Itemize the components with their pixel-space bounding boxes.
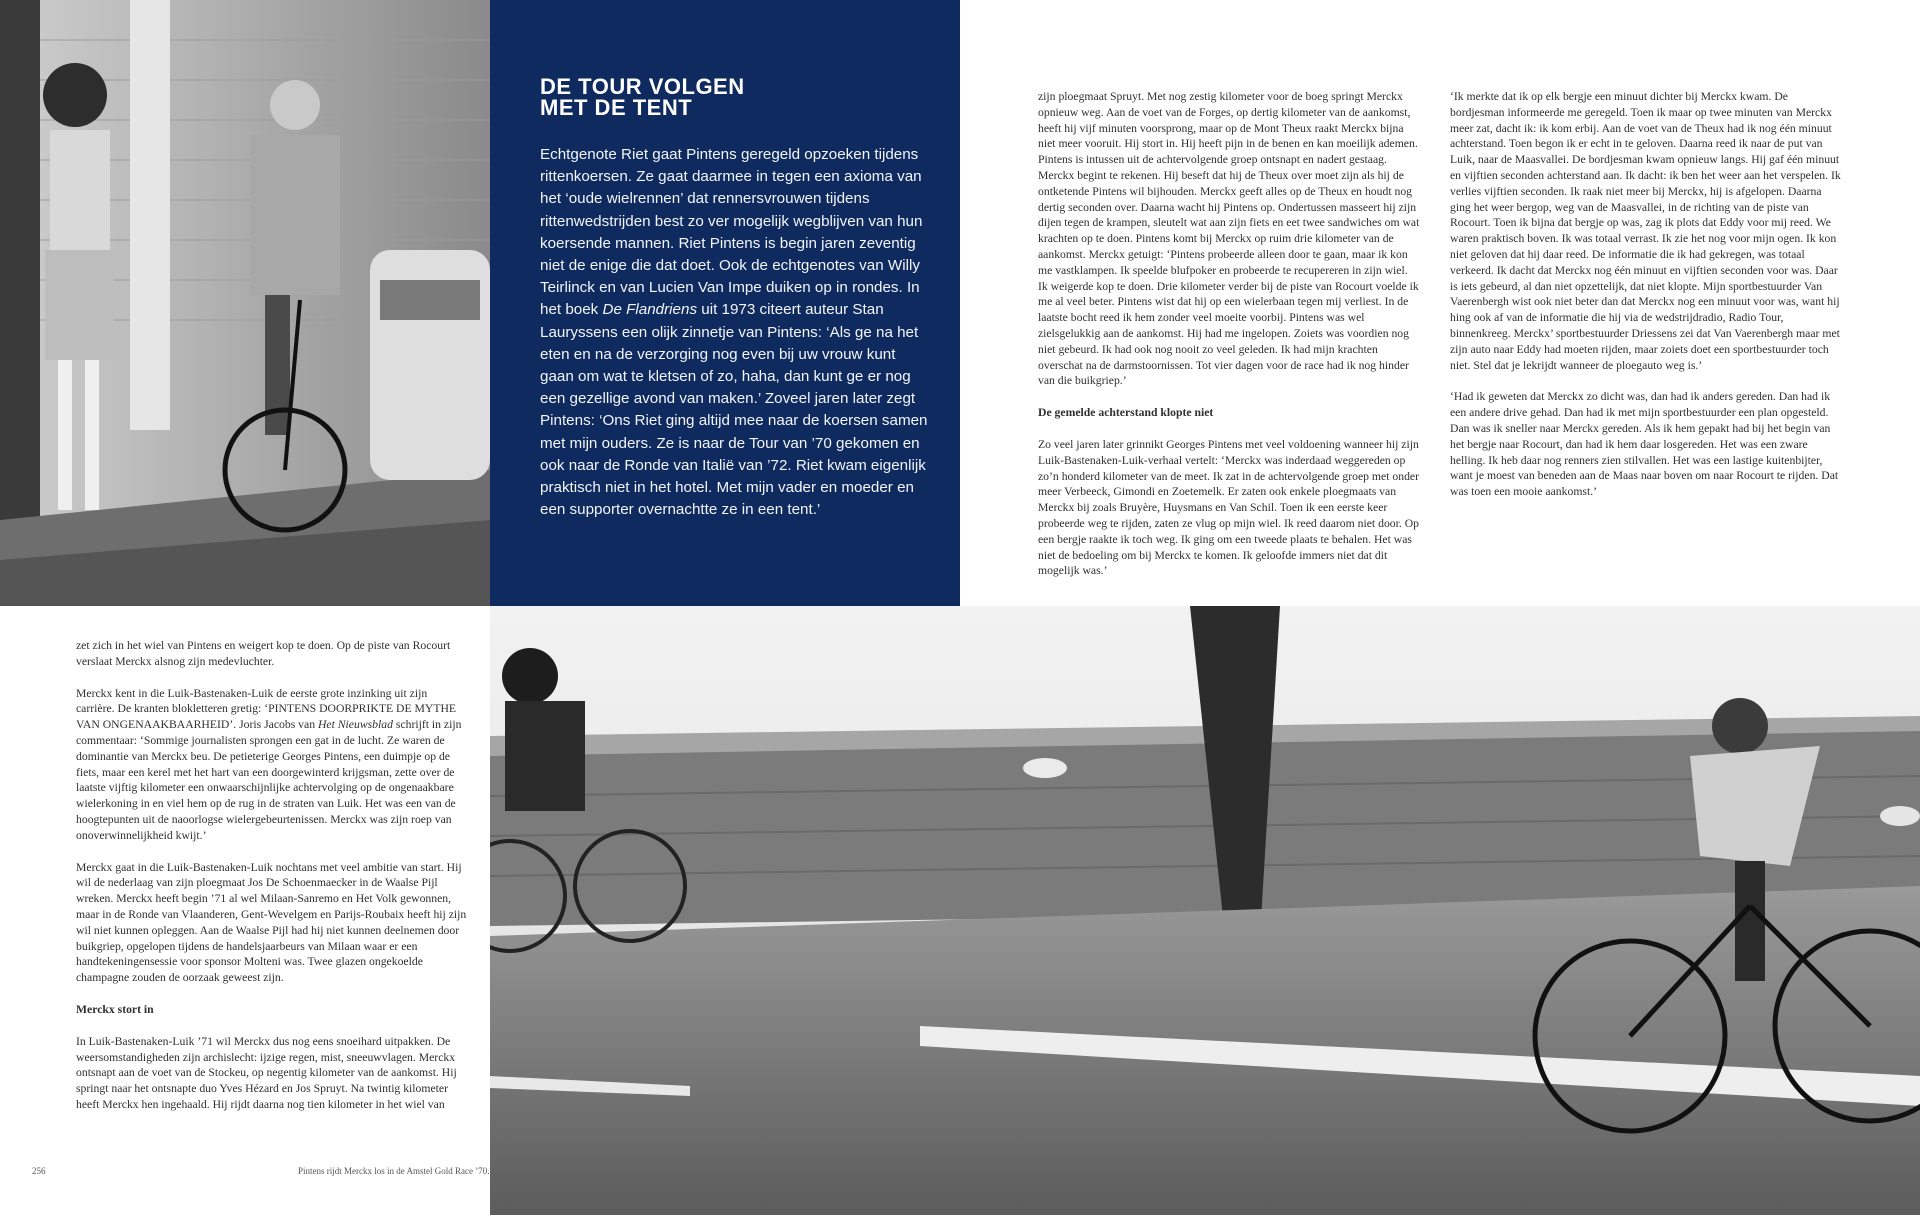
paragraph: zet zich in het wiel van Pintens en weigert kop te doen. Op de piste van Rocourt verslaat Merckx alsnog zijn medevluchter. [76,639,451,668]
paragraph-text-a: Merckx kent in die Luik-Bastenaken-Luik de eerste grote inzinking uit zijn carrière. De kranten blokletteren gretig: ‘PINTENS DOORPRIKTE DE MYTHE VAN ONGENAAKBAARHEID’. Joris Jacobs van [76,686,457,732]
subheading: De gemelde achterstand klopte niet [1038,406,1214,420]
sidebar-text-b: uit 1973 citeert auteur Stan Lauryssens een olijk zinnetje van Pintens: ‘Als ge na het eten en na de verzorging nog even bij uw vrouw kunt gaan om wat te kletsen of zo, haha, dan kunt ge er nog een gezellige avond van maken.’ Zoveel jaren later zegt Pintens: ‘Ons Riet ging altijd mee naar de koersen samen met mijn ouders. Ze is naar de Tour van ’70 gekomen en ook naar de Ronde van Italië van ’72. Riet kwam eigenlijk praktisch niet in het hotel. Met mijn vader en moeder en een supporter overnachtte ze in een tent.’ [540,301,928,519]
page-number: 256 [32,1166,46,1176]
newspaper-title: Het Nieuwsblad [317,718,393,732]
text-column-right [1450,89,1845,516]
photo-race [490,606,1920,1215]
sidebar-body [540,144,932,521]
text-column-middle [1038,89,1420,595]
paragraph: Merckx gaat in die Luik-Bastenaken-Luik nochtans met veel ambitie van start. Hij wil de nederlaag van zijn ploegmaat Jos De Schoenmaecker in de Waalse Pijl wreken. Merckx heeft begin ’71 al wel Milaan-Sanremo en Het Volk gewonnen, maar in de Ronde van Vlaanderen, Gent-Wevelgem en Parijs-Roubaix heeft hij zijn wil niet kunnen opleggen. Aan de Waalse Pijl had hij niet kunnen deelnemen door buikgriep, opgelopen tijdens de handelsjaarbeurs van Milaan waar er een handtekeningensessie voor sponsor Molteni was. Twee glazen ongekoelde champagne zouden de oorzaak geweest zijn. [76,860,467,985]
paragraph: ‘Ik merkte dat ik op elk bergje een minuut dichter bij Merckx kwam. De bordjesman informeerde me geregeld. Toen ik maar op twee minuten van Merckx meer zat, dacht ik: ik kom erbij. Aan de voet van de Theux had ik nog één minuut achterstand. Toen begon ik er echt in te geloven. Daarna reed ik naar de put van Luik, naar de Maasvallei. De bordjesman kwam opnieuw langs. Hij gaf één minuut en vijftien seconden achterstand aan. Ik dacht: ik ben het weer aan het verspelen. Ik verlies vijftien seconden. Ik raak niet meer bij Merckx, hij is afgelopen. Daarna ging het weer bergop, weg van de Maasvallei, in de richting van de piste van Rocourt. Toen ik bijna dat bergje op was, zag ik plots dat Eddy voor mij reed. We waren praktisch boven. Ik was totaal verrast. Ik zie het nog voor mijn ogen. Ik kon niet geloven dat hij daar reed. De informatie die ik had gekregen, was totaal verkeerd. Ik dacht dat Merckx nog één minuut en vijftien seconden voor was. Daar is iets gebeurd, al dan niet opzettelijk, dat niet klopte. Mijn sportbestuurder Van Vaerenbergh wist ook niet beter dan dat Merckx nog een minuut voor was, want hij hing ook af van de informatie die hij via de wedstrijdradio, Radio Tour, binnenkreeg. Merckx’ sportbestuurder Driessens zei dat Van Vaerenbergh maar met zijn auto naar Eddy had moeten rijden, maar zoiets doet een sportbestuurder toch niet. Stel dat je lekrijdt wanneer de ploegauto weg is.’ [1450,90,1841,372]
photo-rider-with-wife [0,0,490,606]
photo-race-image [490,606,1920,1215]
text-column-left [76,638,468,1129]
sidebar-title-line1: DE TOUR VOLGEN [540,74,745,99]
paragraph: ‘Had ik geweten dat Merckx zo dicht was, dan had ik anders gereden. Dan had ik een andere drive gehad. Dan had ik met mijn sportbestuurder een plan opgesteld. Dan was ik sneller naar Merckx gereden. Als ik hem gepakt had bij het begin van het bergje naar Rocourt, dan had ik hem daar losgereden. Het was een zware helling. Ik heb daar nog renners zien stilvallen. Het was een lastige kuitenbijter, want je moest van beneden aan de Maas naar boven om naar Rocourt te rijden. Dat was toen een mooie aankomst.’ [1450,390,1839,499]
sidebar-book-title: De Flandriens [602,301,698,319]
photo-caption: Pintens rijdt Merckx los in de Amstel Gold Race ’70. [298,1166,490,1176]
sidebar-title-line2: MET DE TENT [540,95,693,120]
paragraph: zijn ploegmaat Spruyt. Met nog zestig kilometer voor de boeg springt Merckx opnieuw weg. Aan de voet van de Forges, op dertig kilometer van de aankomst, heeft hij vijf minuten voorsprong, maar op de Mont Theux raakt Merckx bijna niet meer vooruit. Hij stort in. Hij heeft pijn in de benen en kan moeilijk ademen. Pintens is intussen uit de achtervolgende groep ontsnapt en nadert gestaag. Merckx begint te rekenen. Hij beseft dat hij de Theux over moet zijn als hij de ontketende Pintens wil bijhouden. Merckx geeft alles op de Theux en houdt nog dertig seconden over. Daarna wacht hij Pintens op. Ondertussen masseert hij zijn dijen tegen de krampen, sleutelt wat aan zijn fiets en eet twee sandwiches om wat krachten op te doen. Pintens komt bij Merckx op ruim drie kilometer van de aankomst. Merckx getuigt: ‘Pintens probeerde alleen door te gaan, maar ik kon me vastklampen. Ik speelde blufpoker en probeerde te recupereren in zijn wiel. Ik weigerde kop te doen. Drie kilometer verder bij de piste van Rocourt voelde ik me al veel beter. Pintens wist dat hij op een wielerbaan tegen mij verliest. In de laatste bocht reed ik hem zonder veel moeite voorbij. Pintens was wel zielsgelukkig aan de aankomst. Hij had me ingelopen. Zoiets was voordien nog niet gebeurd. Ik had ook nog nooit zo veel geleden. Ik had mijn krachten overschat na de darmstoornissen. Tot vier dagen voor de race had ik nog hinder van die buikgriep.’ [1038,90,1420,388]
photo-rider-with-wife-image [0,0,490,606]
paragraph: In Luik-Bastenaken-Luik ’71 wil Merckx dus nog eens snoeihard uitpakken. De weersomstandigheden zijn archislecht: ijzige regen, mist, sneeuwvlagen. Merckx ontsnapt aan de voet van de Stockeu, op negentig kilometer van de aankomst. Hij springt naar het ontsnapte duo Yves Hézard en Jos Spruyt. Na twintig kilometer heeft Merckx hen ingehaald. Hij rijdt daarna nog tien kilometer in het wiel van [76,1034,457,1111]
paragraph: Zo veel jaren later grinnikt Georges Pintens met veel voldoening wanneer hij zijn Luik-Bastenaken-Luik-verhaal vertelt: ‘Merckx was inderdaad weggereden op zo’n honderd kilometer van de meet. Ik zat in de achtervolgende groep met onder meer Verbeeck, Gimondi en Zoetemelk. Er zaten ook enkele ploegmaats van Merckx bij zoals Bruyère, Huysmans en Van Schil. Toen ik een eerste keer probeerde weg te rijden, zaten ze vlug op mijn wiel. Ik reed daarom niet door. Op een bergje raakte ik toch weg. Ik ging om een tweede plaats te behalen. Het was niet de bedoeling om bij Merckx te komen. Ik geloofde immers niet dat dit mogelijk was.’ [1038,437,1420,578]
sidebar-title [540,76,940,118]
paragraph-text-b: schrijft in zijn commentaar: ‘Sommige journalisten sprongen een gat in de lucht. Ze waren de dominantie van Merckx beu. De petieterige Georges Pintens, een duimpje op de fiets, maar een kerel met het hart van een doorgewinterd krijgsman, zette over de laatste vijftig kilometer een onwaarschijnlijke achtervolging op de ongenaakbare wielerkoning in en viel hem op de rug in de straten van Luik. Het was een van de hoogtepunten uit de naoorlogse wielergebeurtenissen. Merckx was zijn roep van onoverwinnelijkheid kwijt.’ [76,718,462,842]
sidebar-box [490,0,960,606]
subheading: Merckx stort in [76,1002,154,1016]
sidebar-text-a: Echtgenote Riet gaat Pintens geregeld opzoeken tijdens rittenkoersen. Ze gaat daarmee in tegen een axioma van het ‘oude wielrennen’ dat rennersvrouwen tijdens rittenwedstrijden best zo ver mogelijk wegblijven van hun koersende mannen. Riet Pintens is begin jaren zeventig niet de enige die dat doet. Ook de echtgenotes van Willy Teirlinck en van Lucien Van Impe duiken op in rondes. In het boek [540,146,923,319]
sidebar-paragraph [540,144,932,521]
paragraph [76,686,468,844]
